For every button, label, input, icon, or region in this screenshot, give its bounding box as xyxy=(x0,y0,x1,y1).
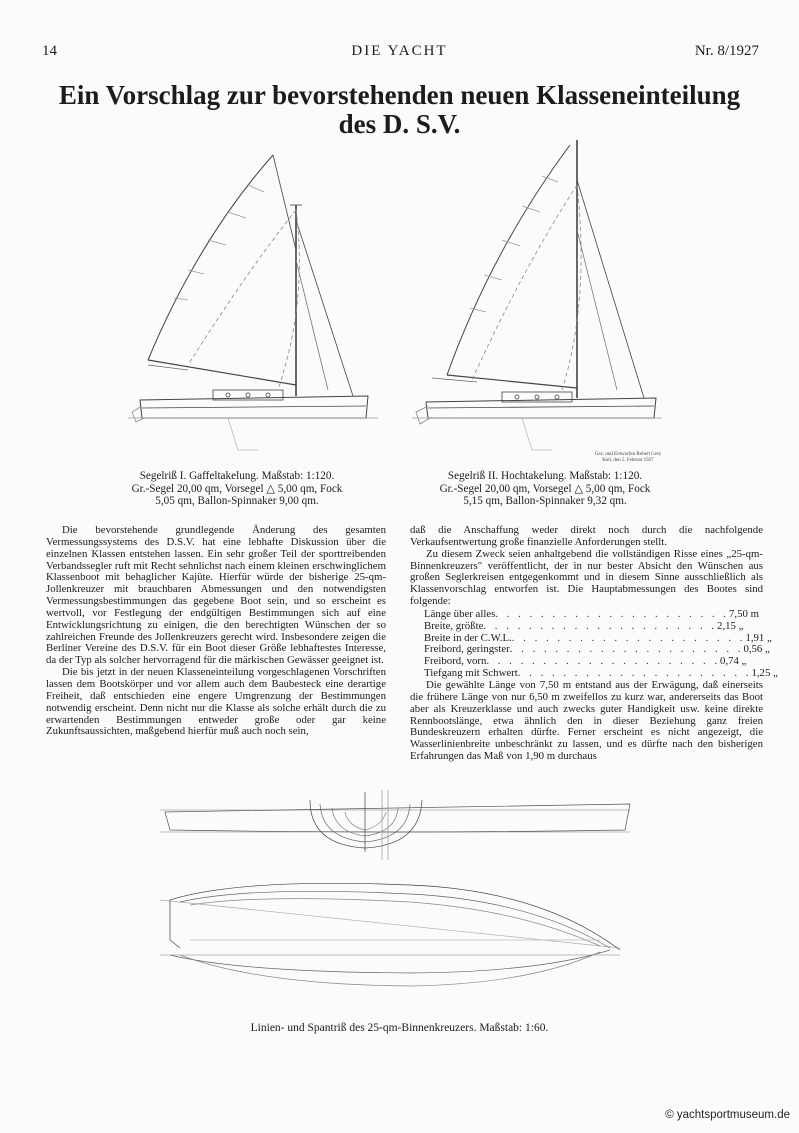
dimension-row: Länge über alles . . . . . . . . . . . . . . . . . . . . . 7,50 m xyxy=(424,607,760,620)
sail-plan-1-caption xyxy=(92,470,382,508)
sail-plan-2-caption xyxy=(400,470,690,508)
caption-line: 5,15 qm, Ballon-Spinnaker 9,32 qm. xyxy=(463,495,627,507)
drafter-line-1: Gez. und Entworfen Robert Grey xyxy=(594,452,662,457)
paragraph: Die bis jetzt in der neuen Klasseneinteilung vorgeschlagenen Vorschriften lassen dem Bootskörper und vor allem auch dem Baubesteck eine derartige Freiheit, daß entschieden eine engere Umgrenzung der Bestimmungen notwendig erscheint. Denn nicht nur die Klasse als solche erhält durch die zu erwartenden Bestimmungen entweder große oder gar keine Zukunftsaussichten, maßgebend hierfür muß auch noch sein, xyxy=(46,666,386,738)
sail-plan-2-drawing xyxy=(412,140,662,450)
caption-line: Segelriß I. Gaffeltakelung. Maßstab: 1:120. xyxy=(139,470,335,482)
body-column-right xyxy=(410,524,778,763)
lines-plan-caption: Linien- und Spantriß des 25-qm-Binnenkreuzers. Maßstab: 1:60. xyxy=(250,1022,549,1034)
dimension-row: Tiefgang mit Schwert . . . . . . . . . . . . . . . . . . . . . 1,25 „ xyxy=(424,667,778,680)
watermark: © yachtsportmuseum.de xyxy=(662,1108,793,1122)
paragraph: daß die Anschaffung weder direkt noch durch die nachfolgende Verkaufsentwertung große finanzielle Anforderungen stellt. xyxy=(410,524,763,548)
caption-line: Gr.-Segel 20,00 qm, Vorsegel △ 5,00 qm, Fock xyxy=(131,482,343,495)
dimension-row: Breite in der C.W.L. . . . . . . . . . . . . . . . . . . . . . 1,91 „ xyxy=(424,631,772,644)
paragraph: Die bevorstehende grundlegende Änderung des gesamten Vermessungssystems des D.S.V. hat eine lebhafte Diskussion über die einzelnen Klassen entstehen lassen. Ein sehr großer Teil der sporttreibenden Verbandssegler ruft mit Recht sehnlichst nach einem kleinen erschwinglichem Klassenboot mit behaglicher Kajüte. Hierfür würde der bisherige 25-qm-Jollenkreuzer mit brauchbaren Abmessungen und den notwendigsten Vermessungsbestimmungen das gegebene Boot sein, und so erscheint es wertvoll, vor Festlegung der endgültigen Bestimmungen sich auf eine Entwicklungsrichtung zu einigen, die den berechtigten Wünschen der so zahlreichen Freunde des Jollenkreuzers gerecht wird. Insbesondere zeigen die Berliner Vereine des D.S.V. für ein Boot dieser Größe lebhaftestes Interesse, da der Typ als solcher hervorragend für die märkischen Gewässer geeignet ist. xyxy=(46,524,386,667)
journal-name: DIE YACHT xyxy=(351,43,448,59)
lines-plan-drawing xyxy=(160,790,650,1000)
drafter-line-2: Kiel, den 5. Februar 1927 xyxy=(602,458,654,463)
dimension-row: Freibord, vorn . . . . . . . . . . . . . . . . . . . . . 0,74 „ xyxy=(424,655,747,668)
dimension-row: Freibord, geringster . . . . . . . . . . . . . . . . . . . . . 0,56 „ xyxy=(424,643,770,656)
caption-line: 5,05 qm, Ballon-Spinnaker 9,00 qm. xyxy=(155,495,319,507)
caption-line: Segelriß II. Hochtakelung. Maßstab: 1:120. xyxy=(447,470,643,482)
paragraph: Die gewählte Länge von 7,50 m entstand aus der Erwägung, daß einerseits die frühere Länge von nur 6,50 m zweifellos zu kurz war, andererseits das Boot aber als Kreuzerklasse und auch zwecks guter Handigkeit usw. keine direkte Rennbootslänge, etwa ähnlich den in dieser Beziehung ganz freien Bundeskreuzern erhalten dürfte. Ferner erscheint es nicht angezeigt, die Wasserlinienbreite unbeschränkt zu lassen, und es dürfte nach den bisherigen Erfahrungen das Maß von 1,90 m durchaus xyxy=(410,678,763,763)
article-title-line-2: des D. S.V. xyxy=(338,109,461,139)
page-number: 14 xyxy=(42,43,57,59)
body-column-left xyxy=(46,525,386,738)
dimension-row: Breite, größte . . . . . . . . . . . . . . . . . . . . . 2,15 „ xyxy=(424,619,744,632)
caption-line: Gr.-Segel 20,00 qm, Vorsegel △ 5,00 qm, Fock xyxy=(439,482,651,495)
dimensions-list xyxy=(410,607,778,680)
drafter-note xyxy=(593,452,663,464)
article-title-line-1: Ein Vorschlag zur bevorstehenden neuen Klasseneinteilung xyxy=(58,80,741,110)
sail-plan-1-drawing xyxy=(128,150,378,450)
paragraph: Zu diesem Zweck seien anhaltgebend die vollständigen Risse eines „25-qm-Binnenkreuzers" veröffentlicht, der in nur bester Absicht den Wünschen aus großen Seglerkreisen entgegenkommt und in diesem Sinne ausschließlich als Klassenvorschlag entworfen ist. Die Hauptabmessungen des Bootes sind folgende: xyxy=(410,547,763,608)
issue-number: Nr. 8/1927 xyxy=(694,43,759,59)
